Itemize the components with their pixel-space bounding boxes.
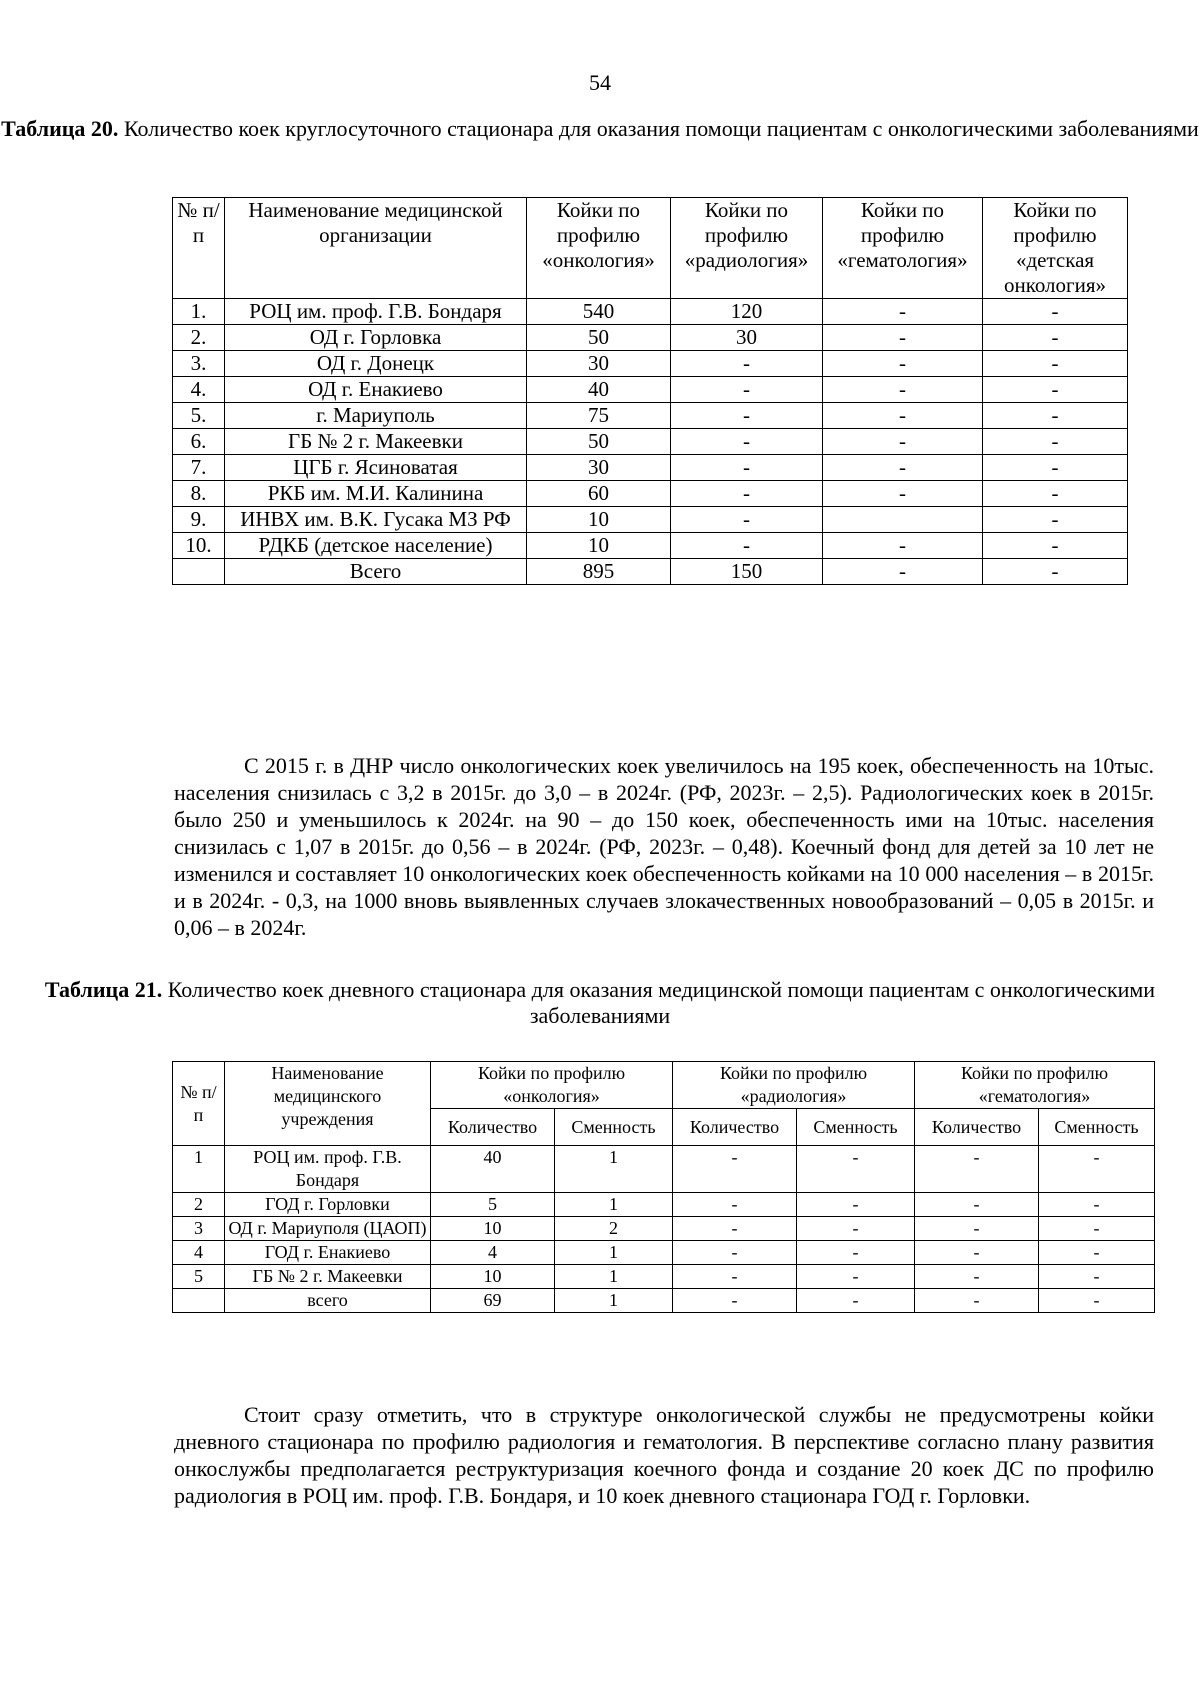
table21-cell: 5: [173, 1265, 225, 1289]
table21-subheader-qty: Количество: [915, 1109, 1039, 1146]
table20-cell: 120: [671, 299, 823, 325]
table20-caption: [0, 116, 1200, 142]
table20-cell: 50: [527, 429, 671, 455]
table20-cell: ОД г. Донецк: [225, 351, 527, 377]
table20-cell: -: [983, 377, 1128, 403]
table21-caption-label: Таблица 21.: [44, 977, 163, 1002]
table21-cell: -: [1039, 1289, 1155, 1313]
table21-cell: 1: [555, 1193, 673, 1217]
table20-row: [173, 351, 1128, 377]
table20-cell: 540: [527, 299, 671, 325]
table20-cell: ОД г. Горловка: [225, 325, 527, 351]
table21-header-group: Койки по профилю «гематология»: [915, 1062, 1155, 1109]
table20-cell: 6.: [173, 429, 225, 455]
table21-cell: -: [673, 1193, 797, 1217]
table20-cell: 75: [527, 403, 671, 429]
table21-cell: -: [915, 1265, 1039, 1289]
table20-cell: 9.: [173, 507, 225, 533]
table20-cell: [173, 559, 225, 585]
table20-header-cell: Койки по профилю «детская онкология»: [983, 198, 1128, 299]
table21-cell: -: [1039, 1146, 1155, 1193]
table21-row: [173, 1146, 1155, 1193]
table20-cell: 895: [527, 559, 671, 585]
table21-header-row: [173, 1062, 1155, 1109]
table20-cell: -: [823, 377, 983, 403]
table21-cell: 40: [431, 1146, 555, 1193]
table20-cell: РОЦ им. проф. Г.В. Бондаря: [225, 299, 527, 325]
table21-cell: -: [797, 1217, 915, 1241]
table20-cell: 4.: [173, 377, 225, 403]
table20-header-cell: № п/п: [173, 198, 225, 299]
table20-row: [173, 507, 1128, 533]
table20-cell: 30: [527, 455, 671, 481]
table21-cell: -: [673, 1217, 797, 1241]
table21-cell: -: [797, 1146, 915, 1193]
table21-cell: -: [797, 1265, 915, 1289]
table21-caption-text: Количество коек дневного стационара для оказания медицинской помощи пациентам с онкологическими заболеваниями: [162, 977, 1156, 1028]
table21-cell: 1: [555, 1289, 673, 1313]
table21-header-num: № п/п: [173, 1062, 225, 1146]
table21-cell: ГБ № 2 г. Макеевки: [225, 1265, 431, 1289]
table21-header-group: Койки по профилю «радиология»: [673, 1062, 915, 1109]
table21-cell: 10: [431, 1265, 555, 1289]
table21-cell: РОЦ им. проф. Г.В. Бондаря: [225, 1146, 431, 1193]
table20-cell: -: [983, 325, 1128, 351]
table21-cell: -: [797, 1241, 915, 1265]
table20-cell: 1.: [173, 299, 225, 325]
table21-row: [173, 1193, 1155, 1217]
table21-cell: ОД г. Мариуполя (ЦАОП): [225, 1217, 431, 1241]
table21-cell: -: [673, 1265, 797, 1289]
table20-cell: 5.: [173, 403, 225, 429]
table20-row: [173, 481, 1128, 507]
table20-cell: ИНВХ им. В.К. Гусака МЗ РФ: [225, 507, 527, 533]
table20-cell: -: [983, 481, 1128, 507]
table20-cell: -: [823, 455, 983, 481]
table21-cell: 1: [173, 1146, 225, 1193]
table21-cell: -: [915, 1193, 1039, 1217]
table21-cell: -: [915, 1217, 1039, 1241]
table20-cell: -: [983, 533, 1128, 559]
table20-cell: -: [823, 559, 983, 585]
table20-cell: -: [823, 325, 983, 351]
table21-cell: -: [915, 1241, 1039, 1265]
table20-cell: -: [983, 299, 1128, 325]
table21-cell: 2: [173, 1193, 225, 1217]
table20-cell: -: [823, 481, 983, 507]
table20-cell: -: [983, 429, 1128, 455]
table20-cell: -: [671, 377, 823, 403]
table21-subheader-shift: Сменность: [1039, 1109, 1155, 1146]
table21-cell: 4: [173, 1241, 225, 1265]
table21-subheader-qty: Количество: [431, 1109, 555, 1146]
table20-cell: -: [671, 351, 823, 377]
table20-cell: [823, 507, 983, 533]
table20-cell: Всего: [225, 559, 527, 585]
table21-caption: [0, 977, 1200, 1029]
table21-subheader-shift: Сменность: [797, 1109, 915, 1146]
table21-cell: 1: [555, 1265, 673, 1289]
table20-row: [173, 377, 1128, 403]
page-number: 54: [589, 70, 611, 95]
table21-row: [173, 1217, 1155, 1241]
table20-cell: 10: [527, 533, 671, 559]
table20-cell: ОД г. Енакиево: [225, 377, 527, 403]
table21-cell: 2: [555, 1217, 673, 1241]
table20-cell: 3.: [173, 351, 225, 377]
table20-cell: 30: [671, 325, 823, 351]
table21-cell: 4: [431, 1241, 555, 1265]
table20-cell: 10.: [173, 533, 225, 559]
table20-cell: 50: [527, 325, 671, 351]
table21-row: [173, 1265, 1155, 1289]
table20-caption-label: Таблица 20.: [1, 116, 119, 141]
table20-row: [173, 403, 1128, 429]
table20-cell: 7.: [173, 455, 225, 481]
table20-cell: 2.: [173, 325, 225, 351]
table20-cell: 150: [671, 559, 823, 585]
table21-cell: -: [797, 1193, 915, 1217]
table20-cell: г. Мариуполь: [225, 403, 527, 429]
table20-cell: -: [823, 403, 983, 429]
table20-cell: 8.: [173, 481, 225, 507]
table21-header-name: Наименование медицинского учреждения: [225, 1062, 431, 1146]
table21-cell: -: [1039, 1265, 1155, 1289]
paragraph-day-hospital: Стоит сразу отметить, что в структуре онкологической службы не предусмотрены койки дневного стационара по профилю радиология и гематология. В перспективе согласно плану развития онкослужбы предполагается реструктуризация коечного фонда и создание 20 коек ДС по профилю радиология в РОЦ им. проф. Г.В. Бондаря, и 10 коек дневного стационара ГОД г. Горловки.: [174, 1402, 1154, 1508]
table21-cell: всего: [225, 1289, 431, 1313]
table20-cell: -: [823, 299, 983, 325]
table21-row: [173, 1289, 1155, 1313]
table20-cell: РДКБ (детское население): [225, 533, 527, 559]
table21-row: [173, 1241, 1155, 1265]
table20-row: [173, 533, 1128, 559]
table21-cell: 1: [555, 1146, 673, 1193]
table21-cell: ГОД г. Горловки: [225, 1193, 431, 1217]
table20-header-row: [173, 198, 1128, 299]
table21-cell: -: [1039, 1241, 1155, 1265]
table21-cell: 69: [431, 1289, 555, 1313]
table20-cell: -: [671, 429, 823, 455]
table21-cell: 10: [431, 1217, 555, 1241]
table20-cell: -: [671, 533, 823, 559]
table21-cell: -: [797, 1289, 915, 1313]
table21-cell: -: [673, 1241, 797, 1265]
paragraph-oncology-beds: С 2015 г. в ДНР число онкологических коек увеличилось на 195 коек, обеспеченность на 10тыс. населения снизилась с 3,2 в 2015г. до 3,0 – в 2024г. (РФ, 2023г. – 2,5). Радиологических коек в 2015г. было 250 и уменьшилось к 2024г. на 90 – до 150 коек, обеспеченность ими на 10тыс. населения снизилась с 1,07 в 2015г. до 0,56 – в 2024г. (РФ, 2023г. – 0,48). Коечный фонд для детей за 10 лет не изменился и составляет 10 онкологических коек обеспеченность койками на 10 000 населения – в 2015г. и в 2024г. - 0,3, на 1000 вновь выявленных случаев злокачественных новообразований – 0,05 в 2015г. и 0,06 – в 2024г.: [174, 753, 1154, 940]
table21-subheader-qty: Количество: [673, 1109, 797, 1146]
table20-cell: РКБ им. М.И. Калинина: [225, 481, 527, 507]
table20-cell: -: [983, 507, 1128, 533]
table21-cell: [173, 1289, 225, 1313]
table20-cell: -: [671, 507, 823, 533]
table21: [172, 1061, 1155, 1313]
table20-cell: ЦГБ г. Ясиноватая: [225, 455, 527, 481]
table20-cell: 40: [527, 377, 671, 403]
table21-cell: -: [1039, 1217, 1155, 1241]
table20-row: [173, 299, 1128, 325]
table20-cell: -: [671, 455, 823, 481]
table21-cell: -: [1039, 1193, 1155, 1217]
table20-cell: -: [983, 403, 1128, 429]
table20-cell: 60: [527, 481, 671, 507]
table20-cell: -: [823, 351, 983, 377]
table21-header-group: Койки по профилю «онкология»: [431, 1062, 673, 1109]
table20-row: [173, 325, 1128, 351]
table21-cell: 3: [173, 1217, 225, 1241]
table20-cell: -: [983, 351, 1128, 377]
table20-cell: 10: [527, 507, 671, 533]
table20-caption-text: Количество коек круглосуточного стационара для оказания помощи пациентам с онкологическими заболеваниями: [118, 116, 1199, 141]
table21-cell: -: [673, 1146, 797, 1193]
table21-cell: 5: [431, 1193, 555, 1217]
table20-header-cell: Койки по профилю «радиология»: [671, 198, 823, 299]
table20-row: [173, 559, 1128, 585]
table20-cell: 30: [527, 351, 671, 377]
table20-cell: ГБ № 2 г. Макеевки: [225, 429, 527, 455]
table20-row: [173, 455, 1128, 481]
table21-subheader-shift: Сменность: [555, 1109, 673, 1146]
table20-header-cell: Наименование медицинской организации: [225, 198, 527, 299]
table20-cell: -: [823, 533, 983, 559]
table21-cell: -: [673, 1289, 797, 1313]
table20-cell: -: [671, 481, 823, 507]
table20-cell: -: [823, 429, 983, 455]
table21-cell: -: [915, 1289, 1039, 1313]
table20-header-cell: Койки по профилю «онкология»: [527, 198, 671, 299]
table20-cell: -: [983, 559, 1128, 585]
table21-cell: -: [915, 1146, 1039, 1193]
table20-header-cell: Койки по профилю «гематология»: [823, 198, 983, 299]
table20-row: [173, 429, 1128, 455]
table21-cell: ГОД г. Енакиево: [225, 1241, 431, 1265]
table20-cell: -: [983, 455, 1128, 481]
table21-cell: 1: [555, 1241, 673, 1265]
table20: [172, 197, 1128, 585]
table20-cell: -: [671, 403, 823, 429]
